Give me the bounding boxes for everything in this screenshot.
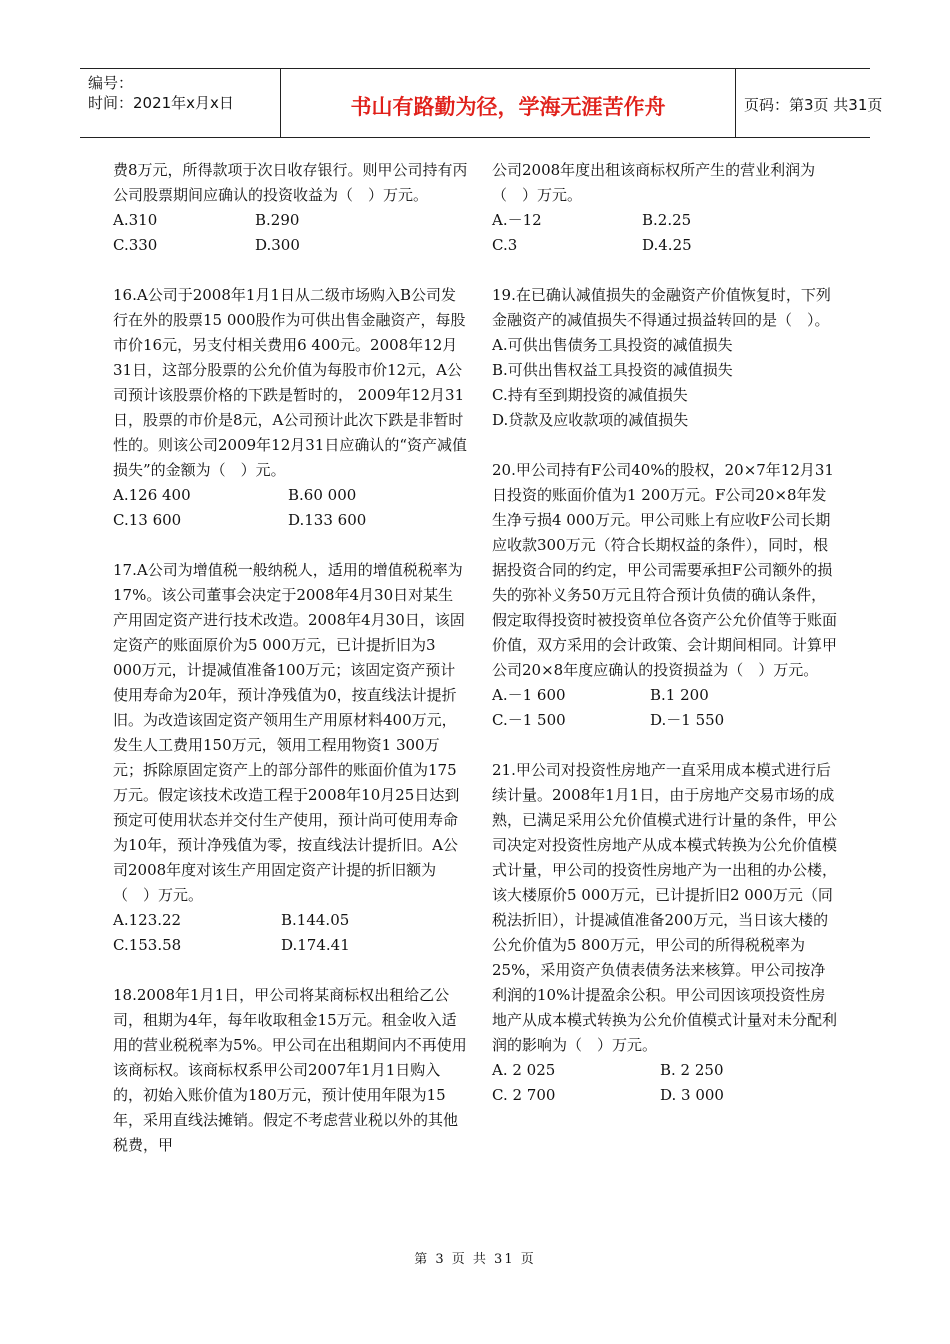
header-meta — [80, 69, 280, 137]
option-b: B.290 — [255, 211, 300, 229]
question-15-tail: 费8万元，所得款项于次日收存银行。则甲公司持有丙公司股票期间应确认的投资收益为（ ）万元。 — [113, 161, 468, 204]
question-17-text: 17.A公司为增值税一般纳税人，适用的增值税税率为17%。该公司董事会决定于2008年4月30日对某生产用固定资产进行技术改造。2008年4月30日，该固定资产的账面原价为5 000万元，已计提折旧为3 000万元，计提减值准备100万元；该固定资产预计使用寿命为20年，预计净残值为0，按直线法计提折旧。为改造该固定资产领用生产用原材料400万元，发生人工费用150万元，领用工程用物资1 300万元；拆除原固定资产上的部分部件的账面价值为175万元。假定该技术改造工程于2008年10月25日达到预定可使用状态并交付生产使用，预计尚可使用寿命为10年，预计净残值为零，按直线法计提折旧。A公司2008年度对该生产用固定资产计提的折旧额为（ ）万元。 — [113, 561, 465, 904]
question-21-text: 21.甲公司对投资性房地产一直采用成本模式进行后续计量。2008年1月1日，由于房地产交易市场的成熟，已满足采用公允价值模式进行计量的条件，甲公司决定对投资性房地产从成本模式转换为公允价值模式计量，甲公司的投资性房地产为一出租的办公楼，该大楼原价5 000万元，已计提折旧2 000万元（同税法折旧），计提减值准备200万元，当日该大楼的公允价值为5 800万元，甲公司的所得税税率为25%，采用资产负债表债务法来核算。甲公司按净利润的10%计提盈余公积。甲公司因该项投资性房地产从成本模式转换为公允价值模式计量对未分配利润的影响为（ ）万元。 — [492, 761, 838, 1054]
option-b: B.1 200 — [650, 686, 709, 704]
option-a: A.126 400 — [113, 486, 191, 504]
option-d: D.174.41 — [281, 936, 350, 954]
left-column — [113, 158, 468, 1158]
option-c: C.153.58 — [113, 936, 182, 954]
question-18-tail: 公司2008年度出租该商标权所产生的营业利润为（ ）万元。 — [492, 161, 816, 204]
option-a: A. 2 025 — [492, 1061, 556, 1079]
header-page-cell — [736, 69, 883, 137]
question-20-text: 20.甲公司持有F公司40%的股权，20×7年12月31日投资的账面价值为1 200万元。F公司20×8年发生净亏损4 000万元。甲公司账上有应收F公司长期应收款300万元（符合长期权益的条件），同时，根据投资合同的约定，甲公司需要承担F公司额外的损失的弥补义务50万元且符合预计负债的确认条件，假定取得投资时被投资单位各资产公允价值等于账面价值，双方采用的会计政策、会计期间相同。计算甲公司20×8年度应确认的投资损益为（ ）万元。 — [492, 461, 838, 679]
question-18-options — [492, 208, 840, 258]
option-b: B.60 000 — [288, 486, 357, 504]
document-date: 时间：2021年x月x日 — [88, 94, 234, 112]
option-b: B.2.25 — [642, 211, 692, 229]
page-footer: 第 3 页 共 31 页 — [414, 1252, 536, 1267]
header-motto: 书山有路勤为径，学海无涯苦作舟 — [350, 95, 666, 119]
option-d: D. 3 000 — [660, 1086, 724, 1104]
question-18-text: 18.2008年1月1日，甲公司将某商标权出租给乙公司，租期为4年，每年收取租金15万元。租金收入适用的营业税税率为5%。甲公司在出租期间内不再使用该商标权。该商标权系甲公司2007年1月1日购入的，初始入账价值为180万元，预计使用年限为15年，采用直线法摊销。假定不考虑营业税以外的其他税费，甲 — [113, 986, 467, 1154]
option-d: D.300 — [255, 236, 300, 254]
option-c: C.13 600 — [113, 511, 182, 529]
right-column — [492, 158, 840, 1108]
question-19-options — [492, 333, 840, 433]
page-header — [80, 68, 883, 138]
question-16-options — [113, 483, 468, 533]
option-a: A.－1 600 — [492, 686, 566, 704]
question-20-options — [492, 683, 840, 733]
option-a: A.可供出售债务工具投资的减值损失 — [492, 336, 733, 354]
question-21-options — [492, 1058, 840, 1108]
option-c: C. 2 700 — [492, 1086, 556, 1104]
question-19-text: 19.在已确认减值损失的金融资产价值恢复时，下列金融资产的减值损失不得通过损益转回的是（ ）。 — [492, 286, 831, 329]
header-page-info: 页码：第3页 共31页 — [744, 96, 883, 114]
option-c: C.330 — [113, 236, 158, 254]
option-b: B. 2 250 — [660, 1061, 724, 1079]
option-a: A.310 — [113, 211, 158, 229]
question-17-options — [113, 908, 468, 958]
option-a: A.－12 — [492, 211, 542, 229]
header-motto-cell — [280, 69, 736, 137]
option-c: C.持有至到期投资的减值损失 — [492, 386, 688, 404]
option-b: B.可供出售权益工具投资的减值损失 — [492, 361, 733, 379]
option-d: D.贷款及应收款项的减值损失 — [492, 411, 689, 429]
option-d: D.4.25 — [642, 236, 692, 254]
document-code-label: 编号： — [88, 74, 134, 92]
option-c: C.－1 500 — [492, 711, 566, 729]
option-c: C.3 — [492, 236, 518, 254]
question-15-options — [113, 208, 468, 258]
option-b: B.144.05 — [281, 911, 350, 929]
question-16-text: 16.A公司于2008年1月1日从二级市场购入B公司发行在外的股票15 000股作为可供出售金融资产，每股市价16元，另支付相关费用6 400元。2008年12月31日，这部分股票的公允价值为每股市价12元，A公司预计该股票价格的下跌是暂时的， 2009年12月31日，股票的市价是8元，A公司预计此次下跌是非暂时性的。则该公司2009年12月31日应确认的“资产减值损失”的金额为（ ）元。 — [113, 286, 468, 479]
option-a: A.123.22 — [113, 911, 182, 929]
option-d: D.133 600 — [288, 511, 367, 529]
option-d: D.－1 550 — [650, 711, 725, 729]
